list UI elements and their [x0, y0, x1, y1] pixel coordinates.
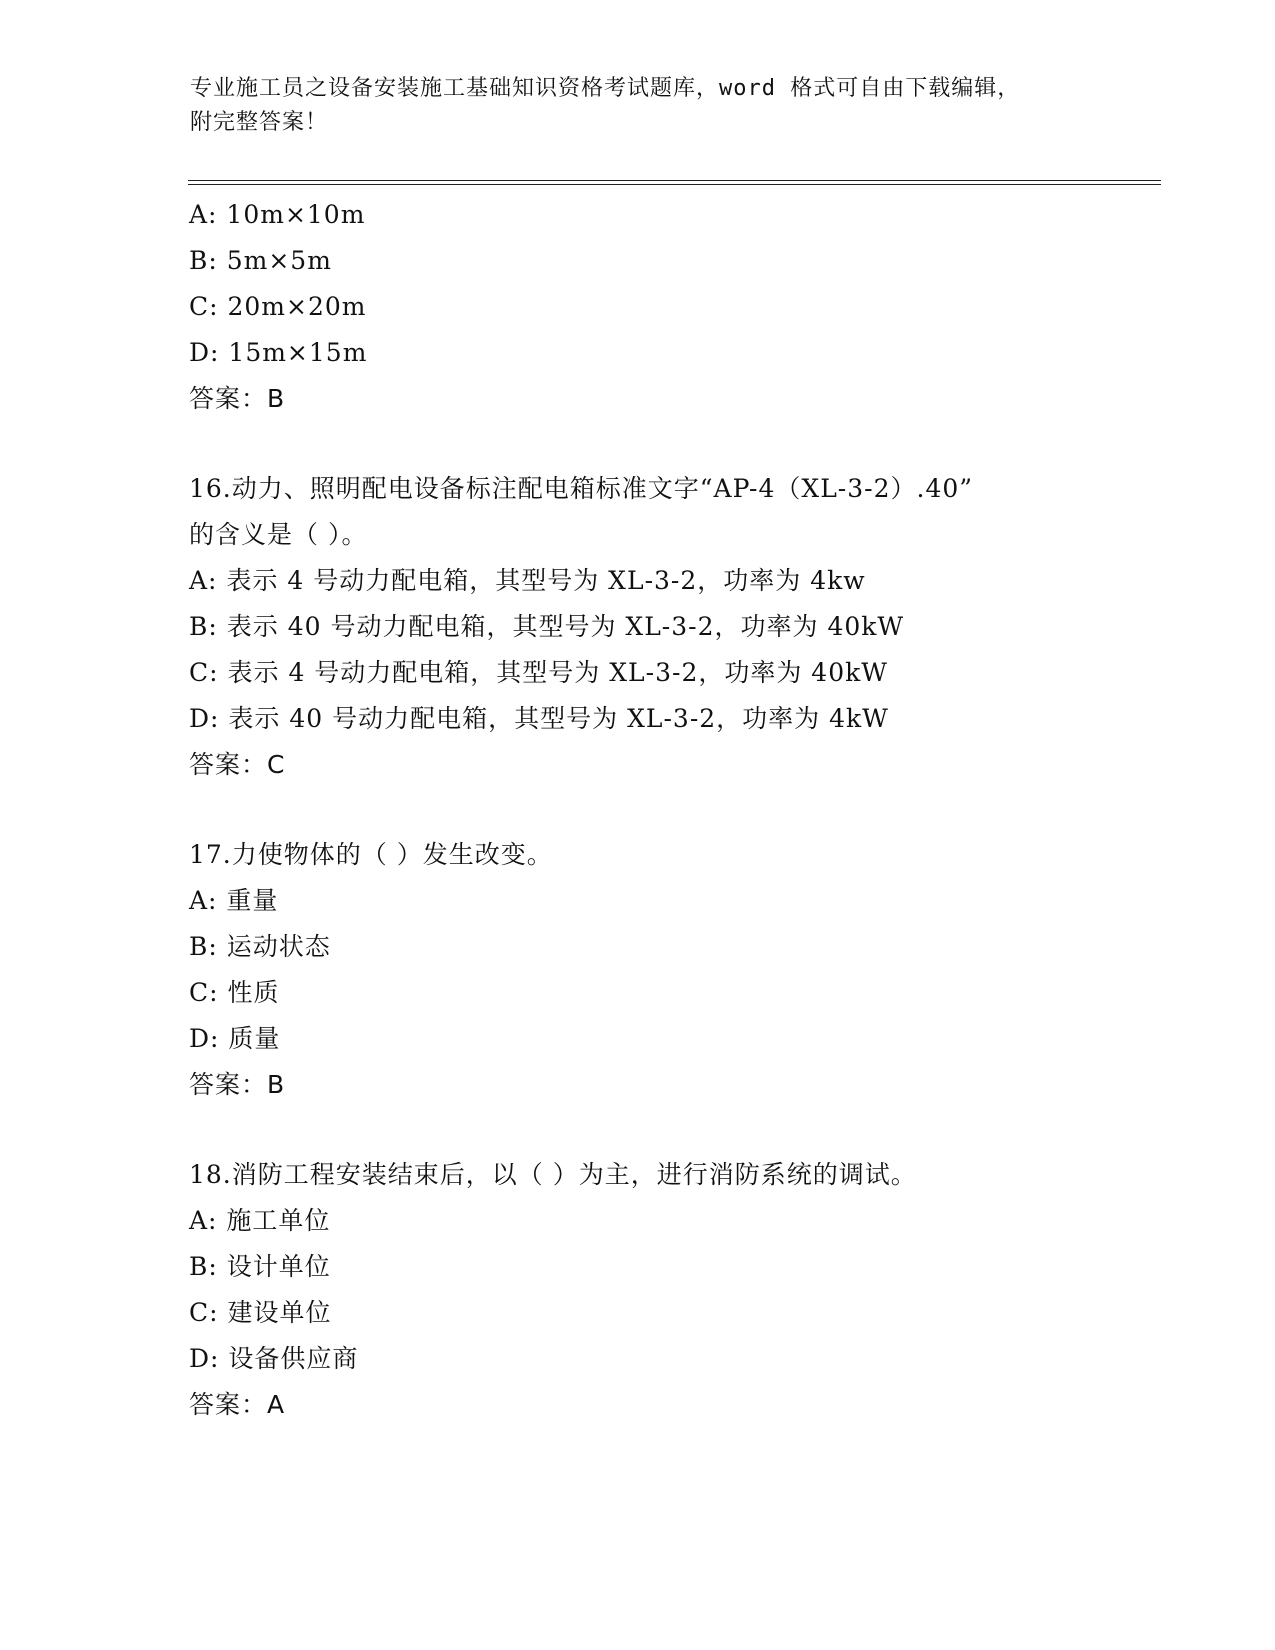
- document-header: [190, 72, 1090, 140]
- option-d: D: 15m×15m: [189, 338, 368, 367]
- question-17: [189, 832, 1149, 1108]
- answer-line: 答案：B: [189, 384, 286, 413]
- option-d: D: 表示 40 号动力配电箱，其型号为 XL-3-2，功率为 4kW: [189, 704, 889, 733]
- option-b: B: 表示 40 号动力配电箱，其型号为 XL-3-2，功率为 40kW: [189, 612, 905, 641]
- question-stem: 16.动力、照明配电设备标注配电箱标准文字“AP-4（XL-3-2）.40”: [189, 474, 974, 503]
- option-a: A: 施工单位: [189, 1206, 331, 1235]
- option-c: C: 20m×20m: [189, 292, 367, 321]
- header-line-2: 附完整答案！: [190, 110, 329, 135]
- answer-line: 答案：A: [189, 1390, 286, 1419]
- option-b: B: 设计单位: [189, 1252, 331, 1281]
- header-divider-bottom: [188, 184, 1161, 185]
- option-a: A: 10m×10m: [189, 200, 366, 229]
- option-c: C: 表示 4 号动力配电箱，其型号为 XL-3-2，功率为 40kW: [189, 658, 888, 687]
- question-15-continued: [189, 192, 1149, 422]
- option-c: C: 性质: [189, 978, 280, 1007]
- question-stem: 17.力使物体的（ ）发生改变。: [189, 840, 553, 869]
- document-body: [189, 192, 1149, 1428]
- option-b: B: 运动状态: [189, 932, 331, 961]
- answer-line: 答案：C: [189, 750, 286, 779]
- option-d: D: 设备供应商: [189, 1344, 359, 1373]
- header-line-1: 专业施工员之设备安装施工基础知识资格考试题库，word 格式可自由下载编辑，: [190, 76, 1021, 101]
- option-c: C: 建设单位: [189, 1298, 332, 1327]
- option-b: B: 5m×5m: [189, 246, 332, 275]
- option-a: A: 表示 4 号动力配电箱，其型号为 XL-3-2，功率为 4kw: [189, 566, 866, 595]
- answer-line: 答案：B: [189, 1070, 286, 1099]
- question-16: [189, 466, 1149, 788]
- question-18: [189, 1152, 1149, 1428]
- question-stem-continued: 的含义是（ ）。: [189, 520, 368, 549]
- question-stem: 18.消防工程安装结束后，以（ ）为主，进行消防系统的调试。: [189, 1160, 917, 1189]
- header-divider-top: [188, 180, 1161, 181]
- option-d: D: 质量: [189, 1024, 281, 1053]
- option-a: A: 重量: [189, 886, 279, 915]
